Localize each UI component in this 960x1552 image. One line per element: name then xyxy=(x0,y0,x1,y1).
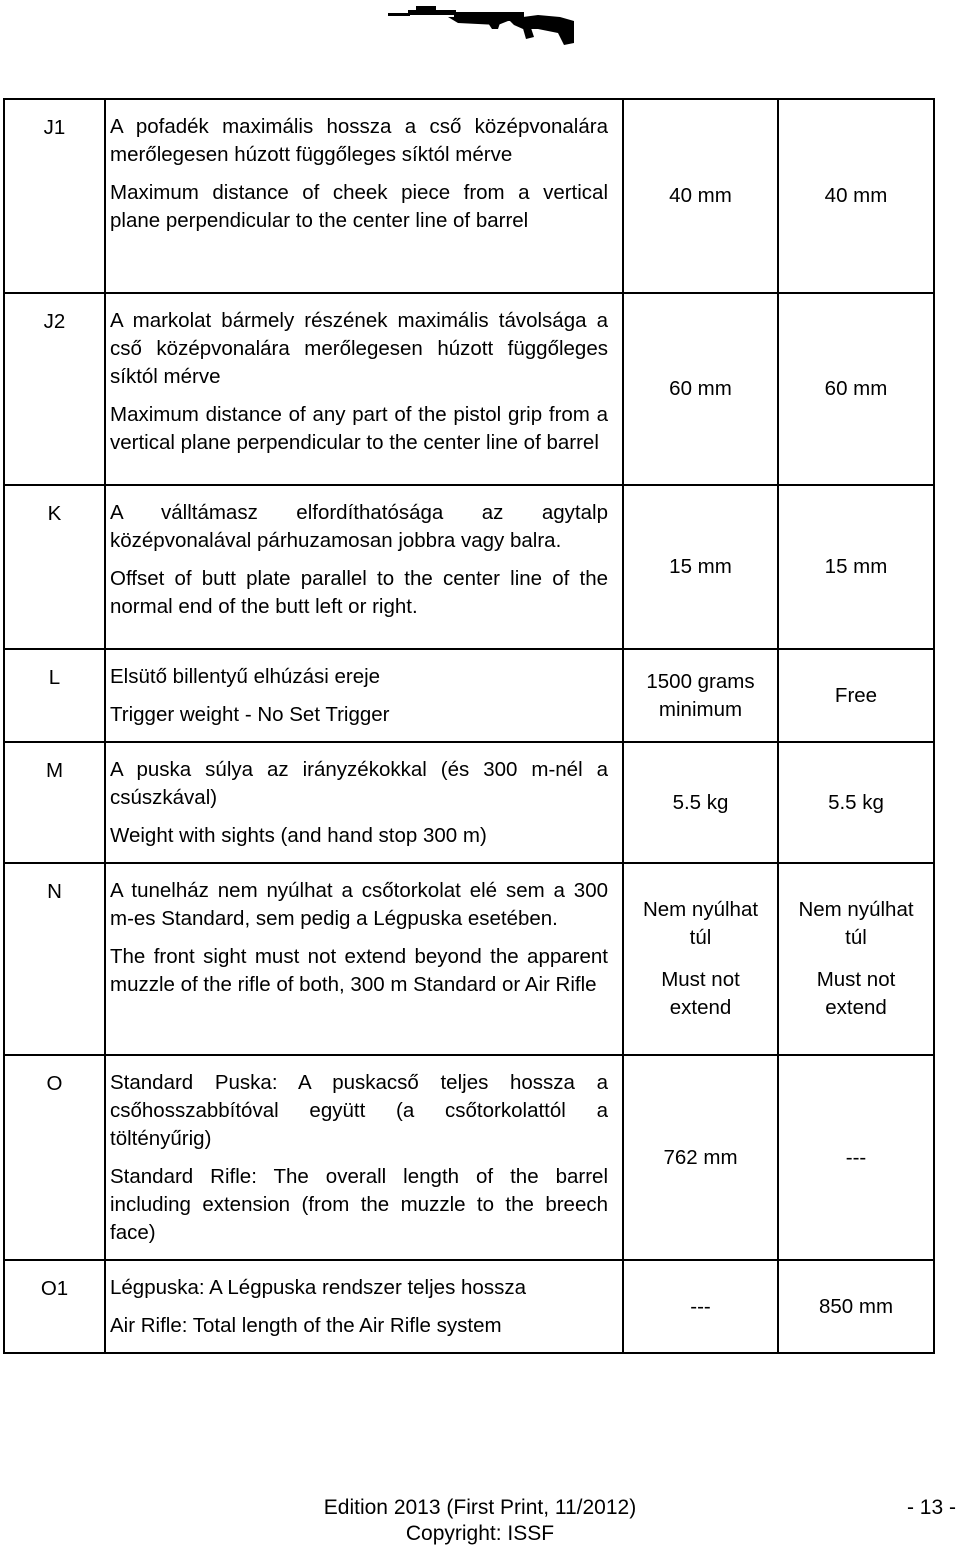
description-en: Air Rifle: Total length of the Air Rifle system xyxy=(110,1314,502,1337)
value-line: 1500 grams xyxy=(646,669,755,693)
row-id: M xyxy=(4,742,105,863)
row-id: K xyxy=(4,485,105,649)
footer-edition: Edition 2013 (First Print, 11/2012) xyxy=(323,1496,637,1519)
table-row xyxy=(4,99,934,293)
description-hu: Elsütő billentyű elhúzási ereje xyxy=(110,665,381,688)
value-line: Must not xyxy=(816,968,896,991)
spec-table xyxy=(3,98,935,1354)
table-row xyxy=(4,1055,934,1260)
table-row xyxy=(4,293,934,485)
row-id: O xyxy=(4,1055,105,1260)
value-line: Nem nyúlhat xyxy=(642,898,759,921)
row-id: O1 xyxy=(4,1260,105,1353)
row-description xyxy=(105,742,623,863)
description-hu: A pofadék maximális hossza a cső középvonalára merőlegesen húzott függőleges síktól mérve xyxy=(110,115,608,166)
row-description xyxy=(105,485,623,649)
description-hu: A puska súlya az irányzékokkal (és 300 m-nél a csúszkával) xyxy=(110,758,608,809)
page-number: - 13 - xyxy=(906,1496,956,1519)
value-line: Nem nyúlhat xyxy=(798,898,914,921)
table-row xyxy=(4,485,934,649)
value-line: túl xyxy=(845,926,867,949)
description-en: The front sight must not extend beyond the apparent muzzle of the rifle of both, 300 m Standard or Air Rifle xyxy=(110,945,608,996)
value-col2: Free xyxy=(778,649,934,742)
value-col1: --- xyxy=(623,1260,778,1353)
value-line: extend xyxy=(669,996,732,1019)
value-line: Must not xyxy=(661,968,740,991)
rifle-icon xyxy=(388,3,576,47)
value-col2 xyxy=(778,863,934,1055)
value-col2: 60 mm xyxy=(778,293,934,485)
description-en: Standard Rifle: The overall length of the barrel including extension (from the muzzle to the breech face) xyxy=(110,1165,608,1244)
value-col1: 60 mm xyxy=(623,293,778,485)
row-id: J1 xyxy=(4,99,105,293)
row-id: L xyxy=(4,649,105,742)
table-row xyxy=(4,1260,934,1353)
value-line: túl xyxy=(689,926,712,949)
value-col1: 762 mm xyxy=(623,1055,778,1260)
row-description xyxy=(105,649,623,742)
description-hu: A tunelház nem nyúlhat a csőtorkolat elé sem a 300 m-es Standard, sem pedig a Légpuska esetében. xyxy=(110,879,608,930)
description-hu: Standard Puska: A puskacső teljes hossza a csőhosszabbítóval együtt (a csőtorkolattól a töltényűrig) xyxy=(110,1071,608,1150)
value-col2: 850 mm xyxy=(778,1260,934,1353)
description-hu: Légpuska: A Légpuska rendszer teljes hossza xyxy=(110,1276,526,1299)
description-en: Maximum distance of cheek piece from a vertical plane perpendicular to the center line of barrel xyxy=(110,181,608,232)
value-col1 xyxy=(623,649,778,742)
row-id: N xyxy=(4,863,105,1055)
row-description xyxy=(105,1055,623,1260)
value-col1: 5.5 kg xyxy=(623,742,778,863)
description-en: Offset of butt plate parallel to the center line of the normal end of the butt left or right. xyxy=(110,567,608,618)
table-row xyxy=(4,742,934,863)
description-en: Weight with sights (and hand stop 300 m) xyxy=(110,824,487,847)
value-col1 xyxy=(623,863,778,1055)
table-row xyxy=(4,863,934,1055)
footer-copyright: Copyright: ISSF xyxy=(405,1522,555,1545)
value-col2: 15 mm xyxy=(778,485,934,649)
row-description xyxy=(105,1260,623,1353)
description-hu: A markolat bármely részének maximális távolsága a cső középvonalára merőlegesen húzott függőleges síktól mérve xyxy=(110,309,608,388)
row-description xyxy=(105,863,623,1055)
description-hu: A válltámasz elfordíthatósága az agytalp középvonalával párhuzamosan jobbra vagy balra. xyxy=(110,501,608,552)
value-col1: 40 mm xyxy=(623,99,778,293)
table-row xyxy=(4,649,934,742)
row-description xyxy=(105,293,623,485)
row-id: J2 xyxy=(4,293,105,485)
description-en: Trigger weight - No Set Trigger xyxy=(110,703,390,726)
description-en: Maximum distance of any part of the pistol grip from a vertical plane perpendicular to the center line of barrel xyxy=(110,403,608,454)
row-description xyxy=(105,99,623,293)
value-line: extend xyxy=(825,996,887,1019)
value-col2: 5.5 kg xyxy=(778,742,934,863)
value-line: minimum xyxy=(658,697,743,721)
value-col2: 40 mm xyxy=(778,99,934,293)
value-col1: 15 mm xyxy=(623,485,778,649)
value-col2: --- xyxy=(778,1055,934,1260)
